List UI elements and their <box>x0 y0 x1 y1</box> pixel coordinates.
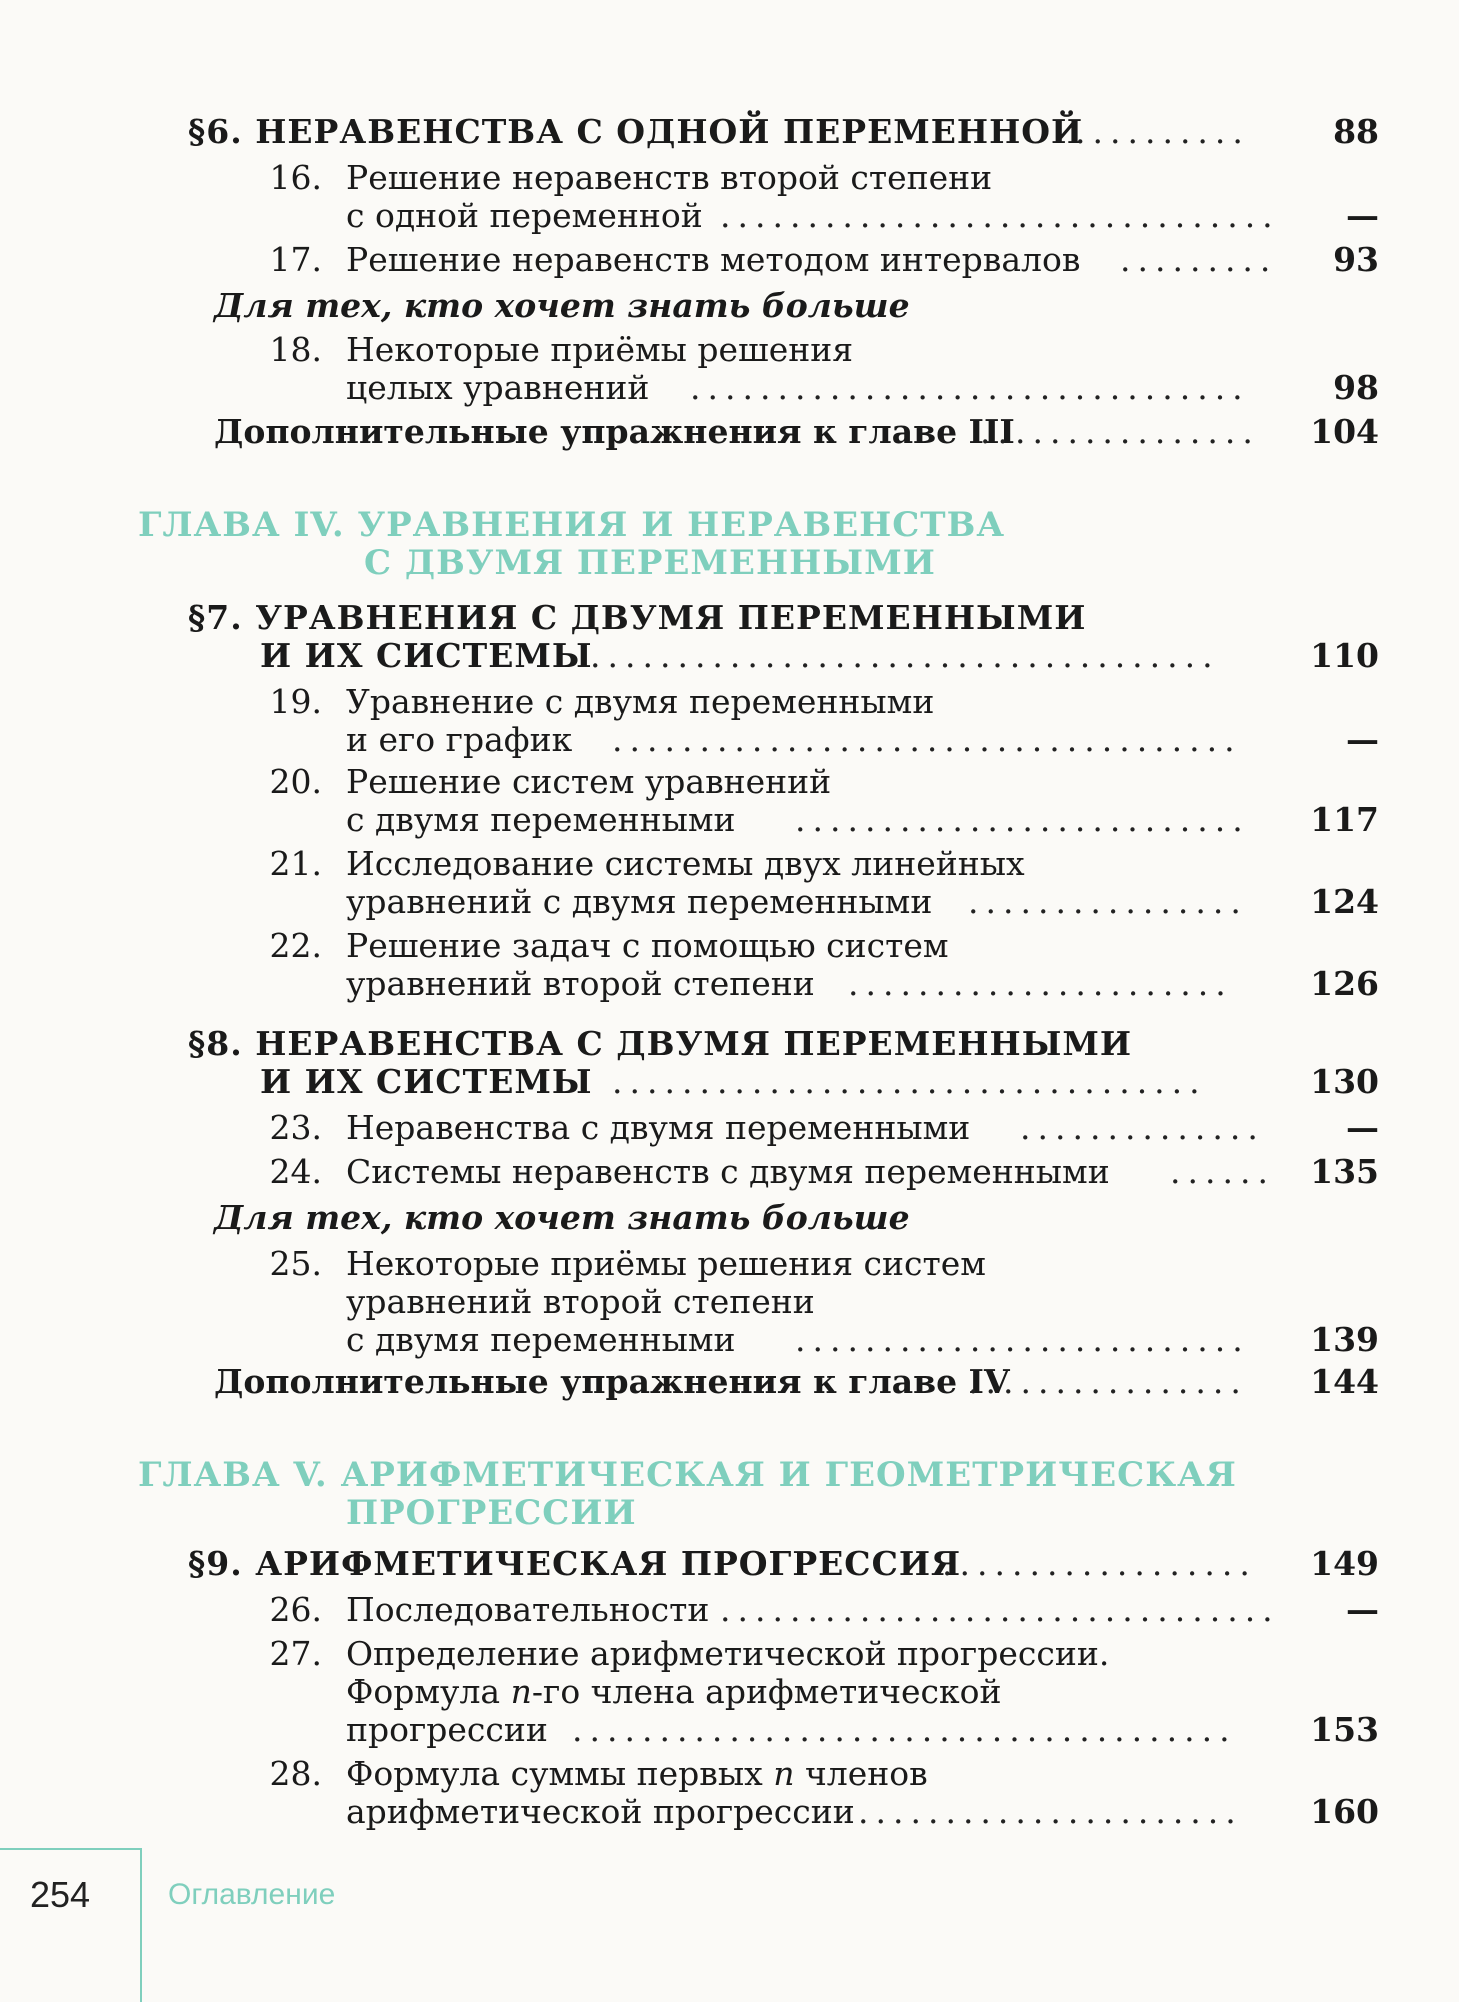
extra-heading-text: Для тех, кто хочет знать больше <box>214 1198 910 1237</box>
item-number: 18. <box>269 330 322 369</box>
toc-item-25[interactable] <box>0 1244 1459 1284</box>
item-title-line: целых уравнений <box>346 368 650 407</box>
item-title-line: Решение неравенств второй степени <box>346 158 993 197</box>
toc-additional-3[interactable] <box>0 412 1459 452</box>
leader-dots: ................ <box>968 882 1248 921</box>
leader-dots: .................. <box>942 1544 1257 1583</box>
toc-item-20[interactable] <box>0 762 1459 802</box>
toc-section-7-cont[interactable] <box>0 636 1459 676</box>
leader-dots: ................ <box>968 1362 1248 1401</box>
toc-item-16-cont[interactable] <box>0 196 1459 236</box>
toc-item-23[interactable] <box>0 1108 1459 1148</box>
chapter-5-heading-cont[interactable] <box>0 1494 1459 1532</box>
leader-dots: ...... <box>1170 1152 1275 1191</box>
item-number: 21. <box>269 844 322 883</box>
item-title-line: Решение систем уравнений <box>346 762 832 801</box>
item-title-part: Формула <box>346 1672 511 1711</box>
item-title-line: уравнений с двумя переменными <box>346 882 933 921</box>
item-title-line <box>346 1754 928 1794</box>
page-ref: 117 <box>1310 800 1379 839</box>
item-title-line: уравнений второй степени <box>346 964 815 1003</box>
leader-dots: ...................... <box>858 1792 1243 1831</box>
item-title-line: Решение неравенств методом интервалов <box>346 240 1081 279</box>
item-title-line: Некоторые приёмы решения <box>346 330 854 369</box>
page-ref: 144 <box>1310 1362 1379 1401</box>
item-title-line: Решение задач с помощью систем <box>346 926 949 965</box>
page-ref: — <box>1346 196 1379 235</box>
item-title-part: -го члена арифметической <box>531 1672 1002 1711</box>
leader-dots: .................................... <box>612 720 1242 759</box>
item-title-line: Последовательности <box>346 1590 710 1629</box>
leader-dots: ................................ <box>720 196 1280 235</box>
page-ref: — <box>1346 1590 1379 1629</box>
extra-heading-text: Для тех, кто хочет знать больше <box>214 286 910 325</box>
item-number: 28. <box>269 1754 322 1793</box>
toc-extra-heading <box>0 1198 1459 1238</box>
page-ref: 149 <box>1310 1544 1379 1583</box>
section-title: И ИХ СИСТЕМЫ <box>260 636 593 675</box>
toc-item-21[interactable] <box>0 844 1459 884</box>
toc-item-28[interactable] <box>0 1754 1459 1794</box>
item-title-part: членов <box>794 1754 928 1793</box>
item-number: 26. <box>269 1590 322 1629</box>
toc-item-28-cont[interactable] <box>0 1792 1459 1832</box>
section-title: И ИХ СИСТЕМЫ <box>260 1062 593 1101</box>
section-title: §7. УРАВНЕНИЯ С ДВУМЯ ПЕРЕМЕННЫМИ <box>188 598 1087 637</box>
page-ref: 124 <box>1310 882 1379 921</box>
page-ref: 93 <box>1333 240 1379 279</box>
toc-item-21-cont[interactable] <box>0 882 1459 922</box>
variable-n: n <box>510 1672 532 1711</box>
chapter-title-line: ПРОГРЕССИИ <box>346 1493 637 1533</box>
page-ref: 88 <box>1333 112 1379 151</box>
toc-item-20-cont[interactable] <box>0 800 1459 840</box>
page-ref: 110 <box>1310 636 1379 675</box>
leader-dots: .............. <box>1020 1108 1265 1147</box>
section-title: §6. НЕРАВЕНСТВА С ОДНОЙ ПЕРЕМЕННОЙ <box>188 112 1084 151</box>
item-number: 22. <box>269 926 322 965</box>
toc-item-17[interactable] <box>0 240 1459 280</box>
toc-section-9[interactable] <box>0 1544 1459 1584</box>
item-title-line: с двумя переменными <box>346 1320 736 1359</box>
item-title-line: с двумя переменными <box>346 800 736 839</box>
leader-dots: ......... <box>1120 240 1278 279</box>
toc-item-25-cont[interactable] <box>0 1282 1459 1322</box>
item-title-line: арифметической прогрессии <box>346 1792 855 1831</box>
toc-item-22-cont[interactable] <box>0 964 1459 1004</box>
section-title: §8. НЕРАВЕНСТВА С ДВУМЯ ПЕРЕМЕННЫМИ <box>188 1024 1133 1063</box>
leader-dots: .......................... <box>795 1320 1250 1359</box>
toc-item-19-cont[interactable] <box>0 720 1459 760</box>
toc-item-18[interactable] <box>0 330 1459 370</box>
toc-item-27-cont[interactable] <box>0 1672 1459 1712</box>
additional-title: Дополнительные упражнения к главе IV <box>214 1362 1010 1401</box>
additional-title: Дополнительные упражнения к главе III <box>214 412 1015 451</box>
footer-page-number: 254 <box>30 1874 91 1915</box>
leader-dots: .......... <box>1075 112 1250 151</box>
leader-dots: ................................ <box>720 1590 1280 1629</box>
item-title-line: Некоторые приёмы решения систем <box>346 1244 986 1283</box>
toc-extra-heading <box>0 286 1459 326</box>
leader-dots: ...................................... <box>572 1710 1237 1749</box>
toc-section-8[interactable] <box>0 1024 1459 1064</box>
leader-dots: .................................. <box>612 1062 1207 1101</box>
chapter-title-line: ГЛАВА V. АРИФМЕТИЧЕСКАЯ И ГЕОМЕТРИЧЕСКАЯ <box>138 1455 1237 1495</box>
item-number: 25. <box>269 1244 322 1283</box>
leader-dots: .................................... <box>590 636 1220 675</box>
footer-running-title: Оглавление <box>168 1878 336 1911</box>
leader-dots: ................................ <box>690 368 1250 407</box>
item-number: 23. <box>269 1108 322 1147</box>
page-ref: — <box>1346 720 1379 759</box>
item-title-line: уравнений второй степени <box>346 1282 815 1321</box>
variable-n: n <box>773 1754 795 1793</box>
leader-dots: ...................... <box>848 964 1233 1003</box>
toc-item-25-cont2[interactable] <box>0 1320 1459 1360</box>
page-ref: — <box>1346 1108 1379 1147</box>
item-number: 27. <box>269 1634 322 1673</box>
leader-dots: .......................... <box>795 800 1250 839</box>
toc-section-6[interactable] <box>0 112 1459 152</box>
item-number: 20. <box>269 762 322 801</box>
chapter-4-heading[interactable] <box>0 506 1459 544</box>
toc-item-16[interactable] <box>0 158 1459 198</box>
leader-dots: ................ <box>980 412 1260 451</box>
item-title-line: и его график <box>346 720 573 759</box>
toc-item-22[interactable] <box>0 926 1459 966</box>
item-number: 17. <box>269 240 322 279</box>
toc-item-19[interactable] <box>0 682 1459 722</box>
page-ref: 160 <box>1310 1792 1379 1831</box>
toc-item-27[interactable] <box>0 1634 1459 1674</box>
toc-item-18-cont[interactable] <box>0 368 1459 408</box>
toc-section-8-cont[interactable] <box>0 1062 1459 1102</box>
item-number: 19. <box>269 682 322 721</box>
chapter-5-heading[interactable] <box>0 1456 1459 1494</box>
item-number: 24. <box>269 1152 322 1191</box>
chapter-title-line: ГЛАВА IV. УРАВНЕНИЯ И НЕРАВЕНСТВА <box>138 505 1006 545</box>
item-title-line: Неравенства с двумя переменными <box>346 1108 971 1147</box>
page-ref: 126 <box>1310 964 1379 1003</box>
item-title-line: Уравнение с двумя переменными <box>346 682 935 721</box>
item-title-line: с одной переменной <box>346 196 703 235</box>
item-number: 16. <box>269 158 322 197</box>
item-title-line: Системы неравенств с двумя переменными <box>346 1152 1110 1191</box>
page-ref: 153 <box>1310 1710 1379 1749</box>
chapter-title-line: С ДВУМЯ ПЕРЕМЕННЫМИ <box>364 543 936 583</box>
toc-additional-4[interactable] <box>0 1362 1459 1402</box>
toc-item-27-cont2[interactable] <box>0 1710 1459 1750</box>
footer-page-frame <box>0 1848 142 2002</box>
page-ref: 135 <box>1310 1152 1379 1191</box>
toc-item-24[interactable] <box>0 1152 1459 1192</box>
item-title-line: Определение арифметической прогрессии. <box>346 1634 1110 1673</box>
toc-item-26[interactable] <box>0 1590 1459 1630</box>
section-title: §9. АРИФМЕТИЧЕСКАЯ ПРОГРЕССИЯ <box>188 1544 962 1583</box>
item-title-line <box>346 1672 1002 1712</box>
item-title-part: Формула суммы первых <box>346 1754 774 1793</box>
page-ref: 104 <box>1310 412 1379 451</box>
item-title-line: прогрессии <box>346 1710 548 1749</box>
item-title-line: Исследование системы двух линейных <box>346 844 1025 883</box>
page-ref: 139 <box>1310 1320 1379 1359</box>
toc-section-7[interactable] <box>0 598 1459 638</box>
chapter-4-heading-cont[interactable] <box>0 544 1459 582</box>
page-ref: 130 <box>1310 1062 1379 1101</box>
page-ref: 98 <box>1333 368 1379 407</box>
